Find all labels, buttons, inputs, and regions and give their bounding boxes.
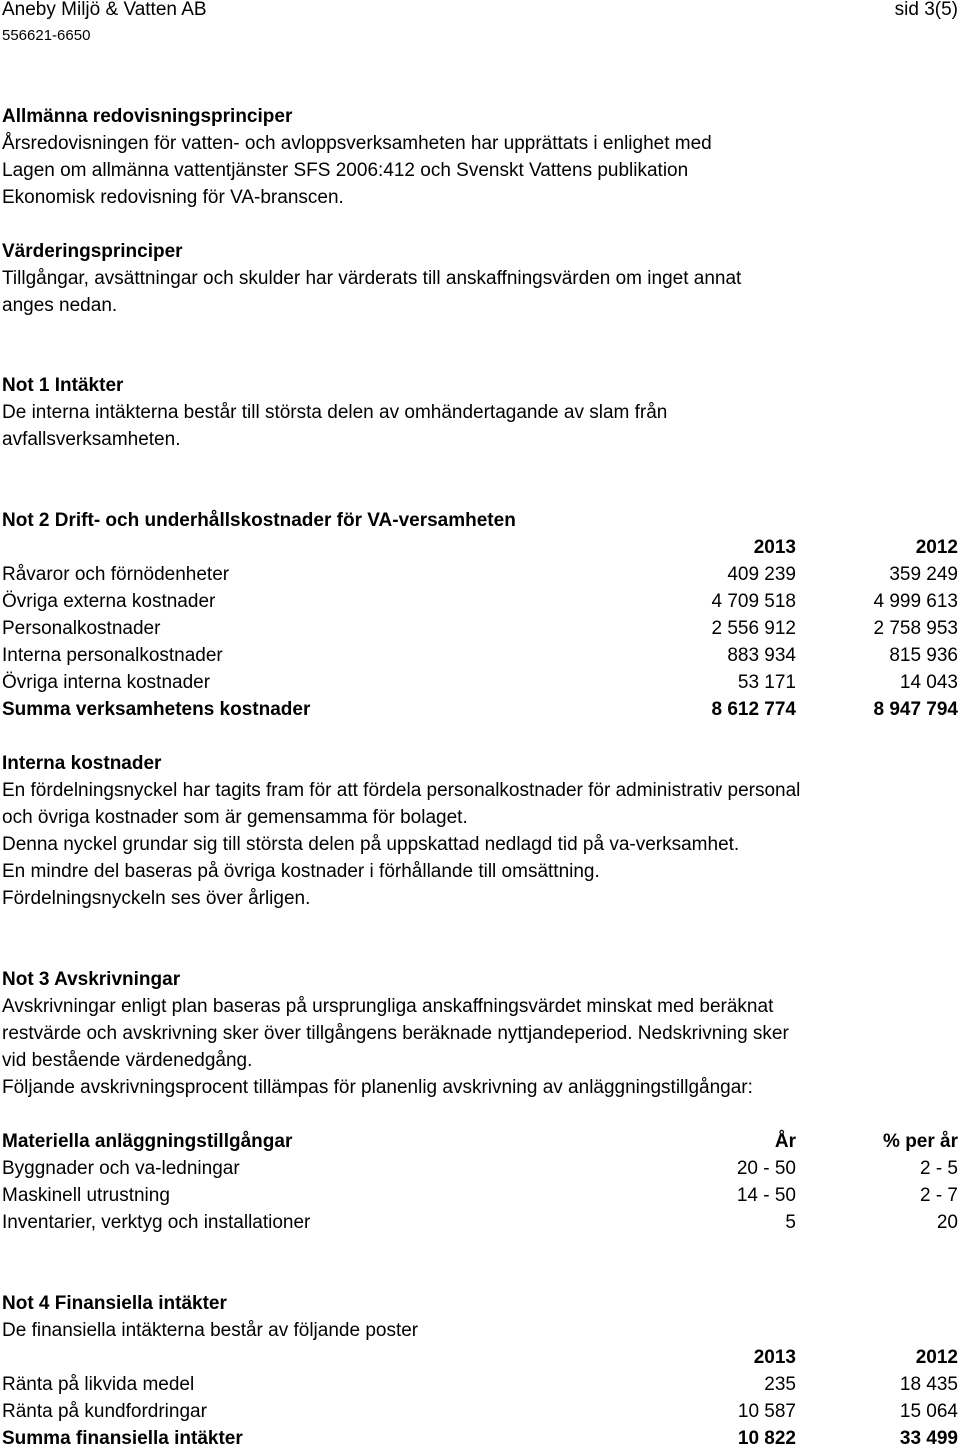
note2-year-header [2, 534, 958, 561]
note3-line: Avskrivningar enligt plan baseras på ursprungliga anskaffningsvärdet minskat med beräknat [2, 996, 774, 1017]
company-name: Aneby Miljö & Vatten AB [2, 0, 207, 20]
table-row: Ränta på likvida medel 235 18 435 [2, 1374, 958, 1395]
principles-heading: Allmänna redovisningsprinciper [2, 106, 293, 127]
note3-heading: Not 3 Avskrivningar [2, 969, 181, 990]
principles-line: Ekonomisk redovisning för VA-branscen. [2, 187, 344, 208]
note1-line: avfallsverksamheten. [2, 429, 181, 450]
internal-costs-line: En mindre del baseras på övriga kostnader i förhållande till omsättning. [2, 861, 600, 882]
internal-costs-line: En fördelningsnyckel har tagits fram för att fördela personalkostnader för administrativ personal [2, 780, 801, 801]
year-2013: 2013 [753, 537, 796, 558]
note2-heading: Not 2 Drift- och underhållskostnader för VA-versamheten [2, 510, 516, 531]
table-row: Byggnader och va-ledningar 20 - 50 2 - 5 [2, 1158, 958, 1179]
depreciation-table-header: Materiella anläggningstillgångar År % per år [2, 1131, 958, 1152]
valuation-heading: Värderingsprinciper [2, 241, 183, 262]
note3-line: restvärde och avskrivning sker över tillgångens beräknade nyttjandeperiod. Nedskrivning sker [2, 1023, 789, 1044]
valuation-line: Tillgångar, avsättningar och skulder har värderats till anskaffningsvärden om inget annat [2, 268, 742, 289]
note1-heading: Not 1 Intäkter [2, 375, 124, 396]
note4-intro: De finansiella intäkterna består av följande poster [2, 1320, 419, 1341]
table-row: Maskinell utrustning 14 - 50 2 - 7 [2, 1185, 958, 1206]
internal-costs-line: Fördelningsnyckeln ses över årligen. [2, 888, 311, 909]
page-number: sid 3(5) [894, 0, 958, 20]
year-2012: 2012 [915, 537, 958, 558]
internal-costs-line: Denna nyckel grundar sig till största delen på uppskattad nedlagd tid på va-verksamhet. [2, 834, 740, 855]
table-row: Övriga interna kostnader 53 171 14 043 [2, 672, 958, 693]
note3-line: vid bestående värdenedgång. [2, 1050, 253, 1071]
note4-heading: Not 4 Finansiella intäkter [2, 1293, 227, 1314]
table-total-row: Summa verksamhetens kostnader 8 612 774 8 947 794 [2, 699, 958, 720]
table-row: Interna personalkostnader 883 934 815 936 [2, 645, 958, 666]
table-total-row: Summa finansiella intäkter 10 822 33 499 [2, 1428, 958, 1449]
note3-line: Följande avskrivningsprocent tillämpas för planenlig avskrivning av anläggningstillgångar: [2, 1077, 753, 1098]
year-2012: 2012 [915, 1347, 958, 1368]
principles-line: Lagen om allmänna vattentjänster SFS 2006:412 och Svenskt Vattens publikation [2, 160, 689, 181]
table-row: Övriga externa kostnader 4 709 518 4 999 613 [2, 591, 958, 612]
internal-costs-line: och övriga kostnader som är gemensamma för bolaget. [2, 807, 468, 828]
org-number: 556621-6650 [2, 27, 91, 44]
table-row: Råvaror och förnödenheter 409 239 359 249 [2, 564, 958, 585]
internal-costs-heading: Interna kostnader [2, 753, 162, 774]
valuation-line: anges nedan. [2, 295, 118, 316]
year-2013: 2013 [753, 1347, 796, 1368]
principles-line: Årsredovisningen för vatten- och avloppsverksamheten har upprättats i enlighet med [2, 133, 712, 154]
table-row: Personalkostnader 2 556 912 2 758 953 [2, 618, 958, 639]
table-row: Ränta på kundfordringar 10 587 15 064 [2, 1401, 958, 1422]
note4-year-header [2, 1344, 958, 1371]
note1-line: De interna intäkterna består till största delen av omhändertagande av slam från [2, 402, 668, 423]
table-row: Inventarier, verktyg och installationer 5 20 [2, 1212, 958, 1233]
